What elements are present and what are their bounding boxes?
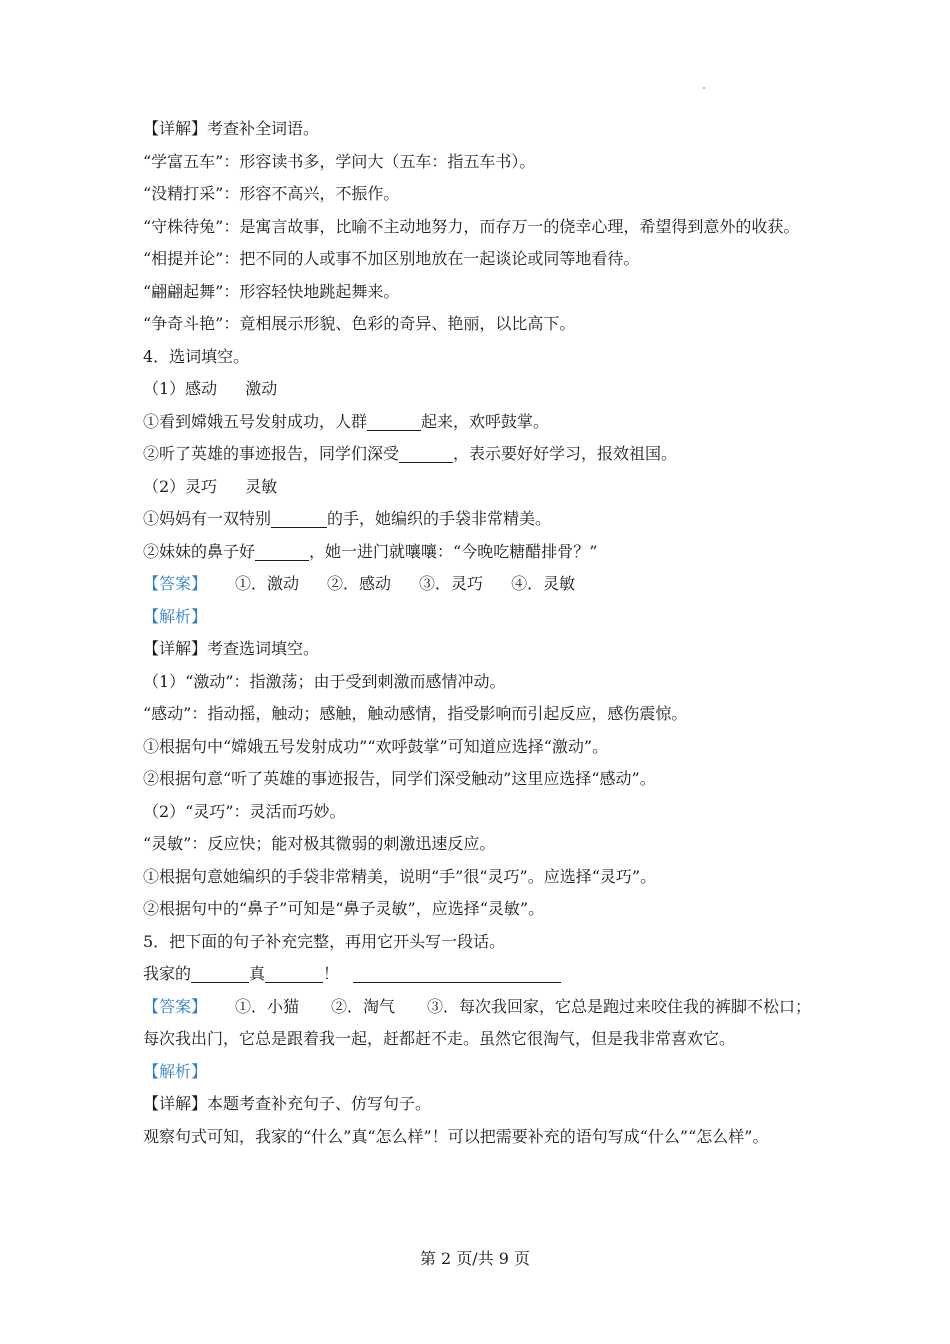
word-choices: [143, 471, 823, 504]
scan-dot: [703, 87, 705, 89]
text-line: ①根据句意她编织的手袋非常精美，说明“手”很“灵巧”。应选择“灵巧”。: [143, 866, 657, 886]
fill-sentence: [143, 406, 823, 439]
answer-item: ④．灵敏: [511, 574, 576, 593]
answer-blank: [367, 412, 421, 431]
text-line: “学富五车”：形容读书多，学问大（五车：指五车书）。: [143, 151, 536, 171]
text-line: “没精打采”：形容不高兴，不振作。: [143, 184, 400, 203]
answer-line: [143, 991, 823, 1056]
choice-word: 灵敏: [245, 476, 278, 496]
answer-blank: [265, 964, 323, 983]
sentence-part: 真: [249, 964, 266, 983]
text-line: 【详解】考查补全词语。: [143, 119, 320, 138]
choice-group: （1）感动: [143, 379, 218, 398]
answer-blank: [191, 964, 249, 983]
sentence-part: ，她一进门就嚷嚷：“今晚吃糖醋排骨？”: [309, 541, 598, 561]
fill-sentence: [143, 536, 823, 569]
answer-item: ②．感动: [327, 574, 392, 593]
answer-label: 【答案】: [143, 996, 208, 1016]
analysis-label: 【解析】: [143, 606, 208, 626]
answer-blank: [255, 542, 309, 561]
sentence-part: ②妹妹的鼻子好: [143, 541, 256, 561]
text-line: “翩翩起舞”：形容轻快地跳起舞来。: [143, 281, 400, 301]
text-line: “守株待兔”：是寓言故事，比喻不主动地努力，而存万一的侥幸心理，希望得到意外的收获。: [143, 216, 800, 236]
answer-blank: [399, 444, 453, 463]
fill-sentence: [143, 438, 823, 471]
question-title: 5．把下面的句子补充完整，再用它开头写一段话。: [143, 931, 506, 951]
text-line: 观察句式可知，我家的“什么”真“怎么样”！可以把需要补充的语句写成“什么”“怎么样”。: [143, 1126, 769, 1146]
question-title: 4．选词填空。: [143, 346, 250, 366]
choice-word: 激动: [245, 379, 278, 398]
answer-blank: [271, 509, 327, 528]
text-line: 【详解】本题考查补充句子、仿写句子。: [143, 1094, 432, 1113]
text-line: “相提并论”：把不同的人或事不加区别地放在一起谈论或同等地看待。: [143, 249, 640, 268]
answer-line: [143, 568, 823, 601]
answer-blank: [353, 964, 561, 983]
choice-group: （2）灵巧: [143, 476, 218, 496]
text-line: “灵敏”：反应快；能对极其微弱的刺激迅速反应。: [143, 834, 496, 853]
text-line: ②根据句意“听了英雄的事迹报告，同学们深受触动”这里应选择“感动”。: [143, 769, 656, 788]
sentence-part: 起来，欢呼鼓掌。: [421, 411, 550, 431]
sentence-part: ！: [323, 964, 340, 983]
text-line: ①根据句中“嫦娥五号发射成功”“欢呼鼓掌”可知道应选择“激动”。: [143, 736, 609, 756]
answer-text: ①．小猫 ②．淘气 ③．每次我回家，它总是跑过来咬住我的裤脚不松口；每次我出门，它总是跟着我一起，赶都赶不走。虽然它很淘气，但是我非常喜欢它。: [143, 996, 812, 1048]
text-line: ②根据句中的“鼻子”可知是“鼻子灵敏”，应选择“灵敏”。: [143, 899, 545, 918]
page-content: [143, 113, 823, 1153]
page-footer: 第 2 页/共 9 页: [419, 1249, 531, 1268]
analysis-label: 【解析】: [143, 1061, 208, 1081]
sentence-part: ①妈妈有一双特别: [143, 509, 272, 528]
sentence-part: ，表示要好好学习，报效祖国。: [453, 444, 678, 463]
text-line: “争奇斗艳”：竟相展示形貌、色彩的奇异、艳丽，以比高下。: [143, 314, 576, 333]
sentence-part: ②听了英雄的事迹报告，同学们深受: [143, 444, 400, 463]
text-line: “感动”：指动摇，触动；感触，触动感情，指受影响而引起反应，感伤震惊。: [143, 704, 688, 723]
answer-item: ①．激动: [235, 574, 300, 593]
fill-sentence: [143, 503, 823, 536]
sentence-part: 的手，她编织的手袋非常精美。: [327, 509, 552, 528]
sentence-part: 我家的: [143, 964, 192, 983]
word-choices: [143, 373, 823, 406]
answer-label: 【答案】: [143, 574, 208, 593]
sentence-part: ①看到嫦娥五号发射成功，人群: [143, 411, 368, 431]
text-line: 【详解】考查选词填空。: [143, 639, 320, 658]
answer-item: ③．灵巧: [419, 574, 484, 593]
text-line: （1）“激动”：指激荡；由于受到刺激而感情冲动。: [143, 671, 506, 691]
fill-sentence: [143, 958, 823, 991]
text-line: （2）“灵巧”：灵活而巧妙。: [143, 801, 346, 821]
